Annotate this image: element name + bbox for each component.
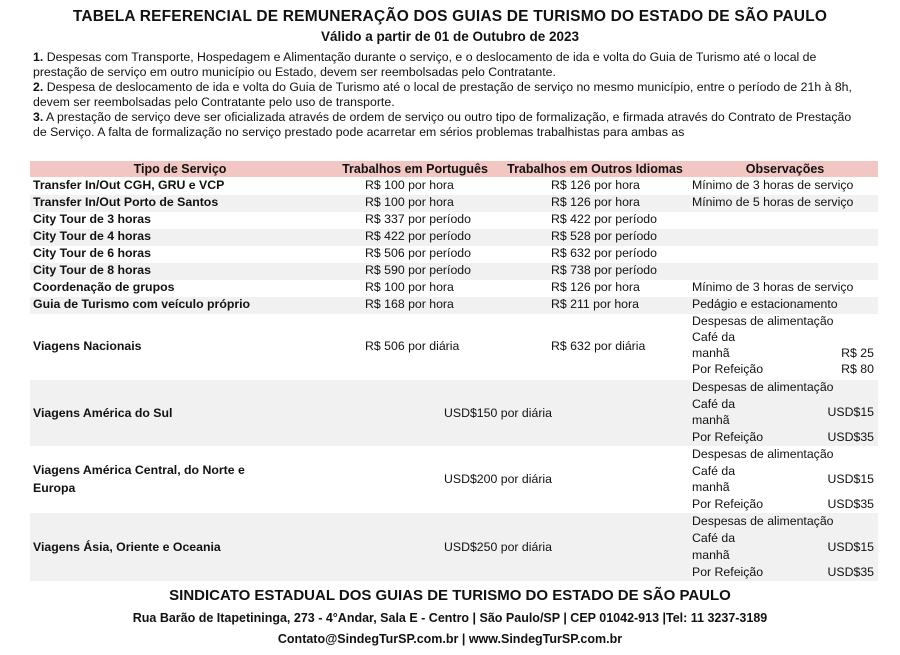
table-row [30, 212, 878, 229]
meal-value: USD$35 [827, 497, 874, 511]
service-cell: City Tour de 4 horas [33, 229, 151, 243]
service-cell: City Tour de 3 horas [33, 212, 151, 226]
document-title: TABELA REFERENCIAL DE REMUNERAÇÃO DOS GUIAS DE TURISMO DO ESTADO DE SÃO PAULO [72, 8, 828, 25]
table-row [30, 297, 878, 314]
document-subtitle: Válido a partir de 01 de Outubro de 2023 [320, 29, 580, 44]
table-row [30, 263, 878, 280]
portuguese-price-cell: R$ 506 por diária [365, 339, 460, 353]
other-language-price-cell: R$ 126 por hora [551, 178, 640, 192]
meal-value: R$ 80 [841, 362, 874, 376]
service-cell: Viagens Nacionais [33, 339, 142, 353]
note-text: A prestação de serviço deve ser oficializada através de ordem de serviço ou outro tipo de formalização, e firmada através do Contrato de Prestação de Serviço. A falta de formalização no serviço prestado pode acarretar em sérios problemas trabalhistas para ambas as [33, 110, 852, 139]
note-number: 1. [33, 50, 44, 64]
table-row-travel [30, 380, 878, 446]
breakfast-label-line2: manhã [692, 346, 730, 360]
breakfast-label: Café da [692, 531, 736, 545]
meal-expenses-title: Despesas de alimentação [692, 447, 834, 461]
note-number: 2. [33, 80, 44, 94]
service-cell: Guia de Turismo com veículo próprio [33, 297, 251, 311]
combined-price-cell: USD$250 por diária [444, 540, 553, 554]
meal-label: Por Refeição [692, 430, 764, 444]
meal-label: Por Refeição [692, 362, 764, 376]
breakfast-label: Café da [692, 330, 736, 344]
header-portuguese: Trabalhos em Português [342, 162, 488, 176]
observation-cell: Mínimo de 3 horas de serviço [692, 178, 854, 192]
header-observations: Observações [745, 162, 825, 176]
table-row [30, 246, 878, 263]
service-cell-line2: Europa [33, 481, 76, 495]
breakfast-label: Café da [692, 397, 736, 411]
portuguese-price-cell: R$ 590 por período [365, 263, 471, 277]
table-header [30, 161, 878, 177]
service-cell: City Tour de 8 horas [33, 263, 151, 277]
meal-label: Por Refeição [692, 497, 764, 511]
service-cell: Transfer In/Out Porto de Santos [33, 195, 219, 209]
other-language-price-cell: R$ 528 por período [551, 229, 657, 243]
other-language-price-cell: R$ 632 por diária [551, 339, 646, 353]
service-cell: Viagens Ásia, Oriente e Oceania [33, 540, 221, 554]
other-language-price-cell: R$ 738 por período [551, 263, 657, 277]
portuguese-price-cell: R$ 422 por período [365, 229, 471, 243]
note-3 [33, 110, 868, 140]
meal-value: USD$35 [827, 430, 874, 444]
service-cell: Coordenação de grupos [33, 280, 175, 294]
portuguese-price-cell: R$ 168 por hora [365, 297, 454, 311]
portuguese-price-cell: R$ 506 por período [365, 246, 471, 260]
table-row-travel [30, 446, 878, 513]
observation-cell: Mínimo de 5 horas de serviço [692, 195, 854, 209]
other-language-price-cell: R$ 422 por período [551, 212, 657, 226]
breakfast-label-line2: manhã [692, 413, 730, 427]
other-language-price-cell: R$ 126 por hora [551, 280, 640, 294]
meal-expenses-title: Despesas de alimentação [692, 514, 834, 528]
meal-expenses-title: Despesas de alimentação [692, 314, 834, 328]
service-cell: Transfer In/Out CGH, GRU e VCP [33, 178, 225, 192]
table-row [30, 229, 878, 246]
observation-cell: Pedágio e estacionamento [692, 297, 838, 311]
note-1 [33, 50, 868, 80]
breakfast-value: USD$15 [827, 472, 874, 486]
other-language-price-cell: R$ 126 por hora [551, 195, 640, 209]
portuguese-price-cell: R$ 100 por hora [365, 195, 454, 209]
table-row-travel [30, 513, 878, 581]
table-row [30, 195, 878, 212]
table-row [30, 178, 878, 195]
breakfast-value: R$ 25 [841, 346, 874, 360]
combined-price-cell: USD$150 por diária [444, 406, 553, 420]
table-row [30, 280, 878, 297]
service-cell: City Tour de 6 horas [33, 246, 151, 260]
note-text: Despesas com Transporte, Hospedagem e Alimentação durante o serviço, e o deslocamento de ida e volta do Guia de Turismo até o local de prestação de serviço em outro município ou Estado, devem ser reembolsadas pelo Contratante. [33, 50, 817, 79]
combined-price-cell: USD$200 por diária [444, 472, 553, 486]
service-cell: Viagens América do Sul [33, 406, 173, 420]
note-2 [33, 80, 868, 110]
service-cell: Viagens América Central, do Norte e [33, 463, 245, 477]
observation-cell: Mínimo de 3 horas de serviço [692, 280, 854, 294]
breakfast-label-line2: manhã [692, 480, 730, 494]
meal-label: Por Refeição [692, 565, 764, 579]
portuguese-price-cell: R$ 100 por hora [365, 178, 454, 192]
footer-organization: SINDICATO ESTADUAL DOS GUIAS DE TURISMO DO ESTADO DE SÃO PAULO [169, 587, 731, 604]
breakfast-label: Café da [692, 464, 736, 478]
breakfast-value: USD$15 [827, 540, 874, 554]
portuguese-price-cell: R$ 337 por período [365, 212, 471, 226]
header-service-type: Tipo de Serviço [133, 162, 227, 176]
table-row-travel [30, 314, 878, 380]
header-other-languages: Trabalhos em Outros Idiomas [507, 162, 683, 176]
other-language-price-cell: R$ 211 por hora [551, 297, 639, 311]
meal-expenses-title: Despesas de alimentação [692, 380, 834, 394]
other-language-price-cell: R$ 632 por período [551, 246, 657, 260]
breakfast-value: USD$15 [827, 405, 874, 419]
breakfast-label-line2: manhã [692, 548, 730, 562]
note-text: Despesa de deslocamento de ida e volta do Guia de Turismo até o local de prestação de serviço no mesmo município, entre o período de 21h à 8h, devem ser reembolsadas pelo Contratante pelo uso de transporte. [33, 80, 852, 109]
note-number: 3. [33, 110, 44, 124]
portuguese-price-cell: R$ 100 por hora [365, 280, 454, 294]
footer-contact: Contato@SindegTurSP.com.br | www.SindegTurSP.com.br [277, 632, 623, 646]
footer-address: Rua Barão de Itapetininga, 273 - 4°Andar, Sala E - Centro | São Paulo/SP | CEP 01042-913 |Tel: 11 3237-3189 [132, 611, 768, 625]
meal-value: USD$35 [827, 565, 874, 579]
